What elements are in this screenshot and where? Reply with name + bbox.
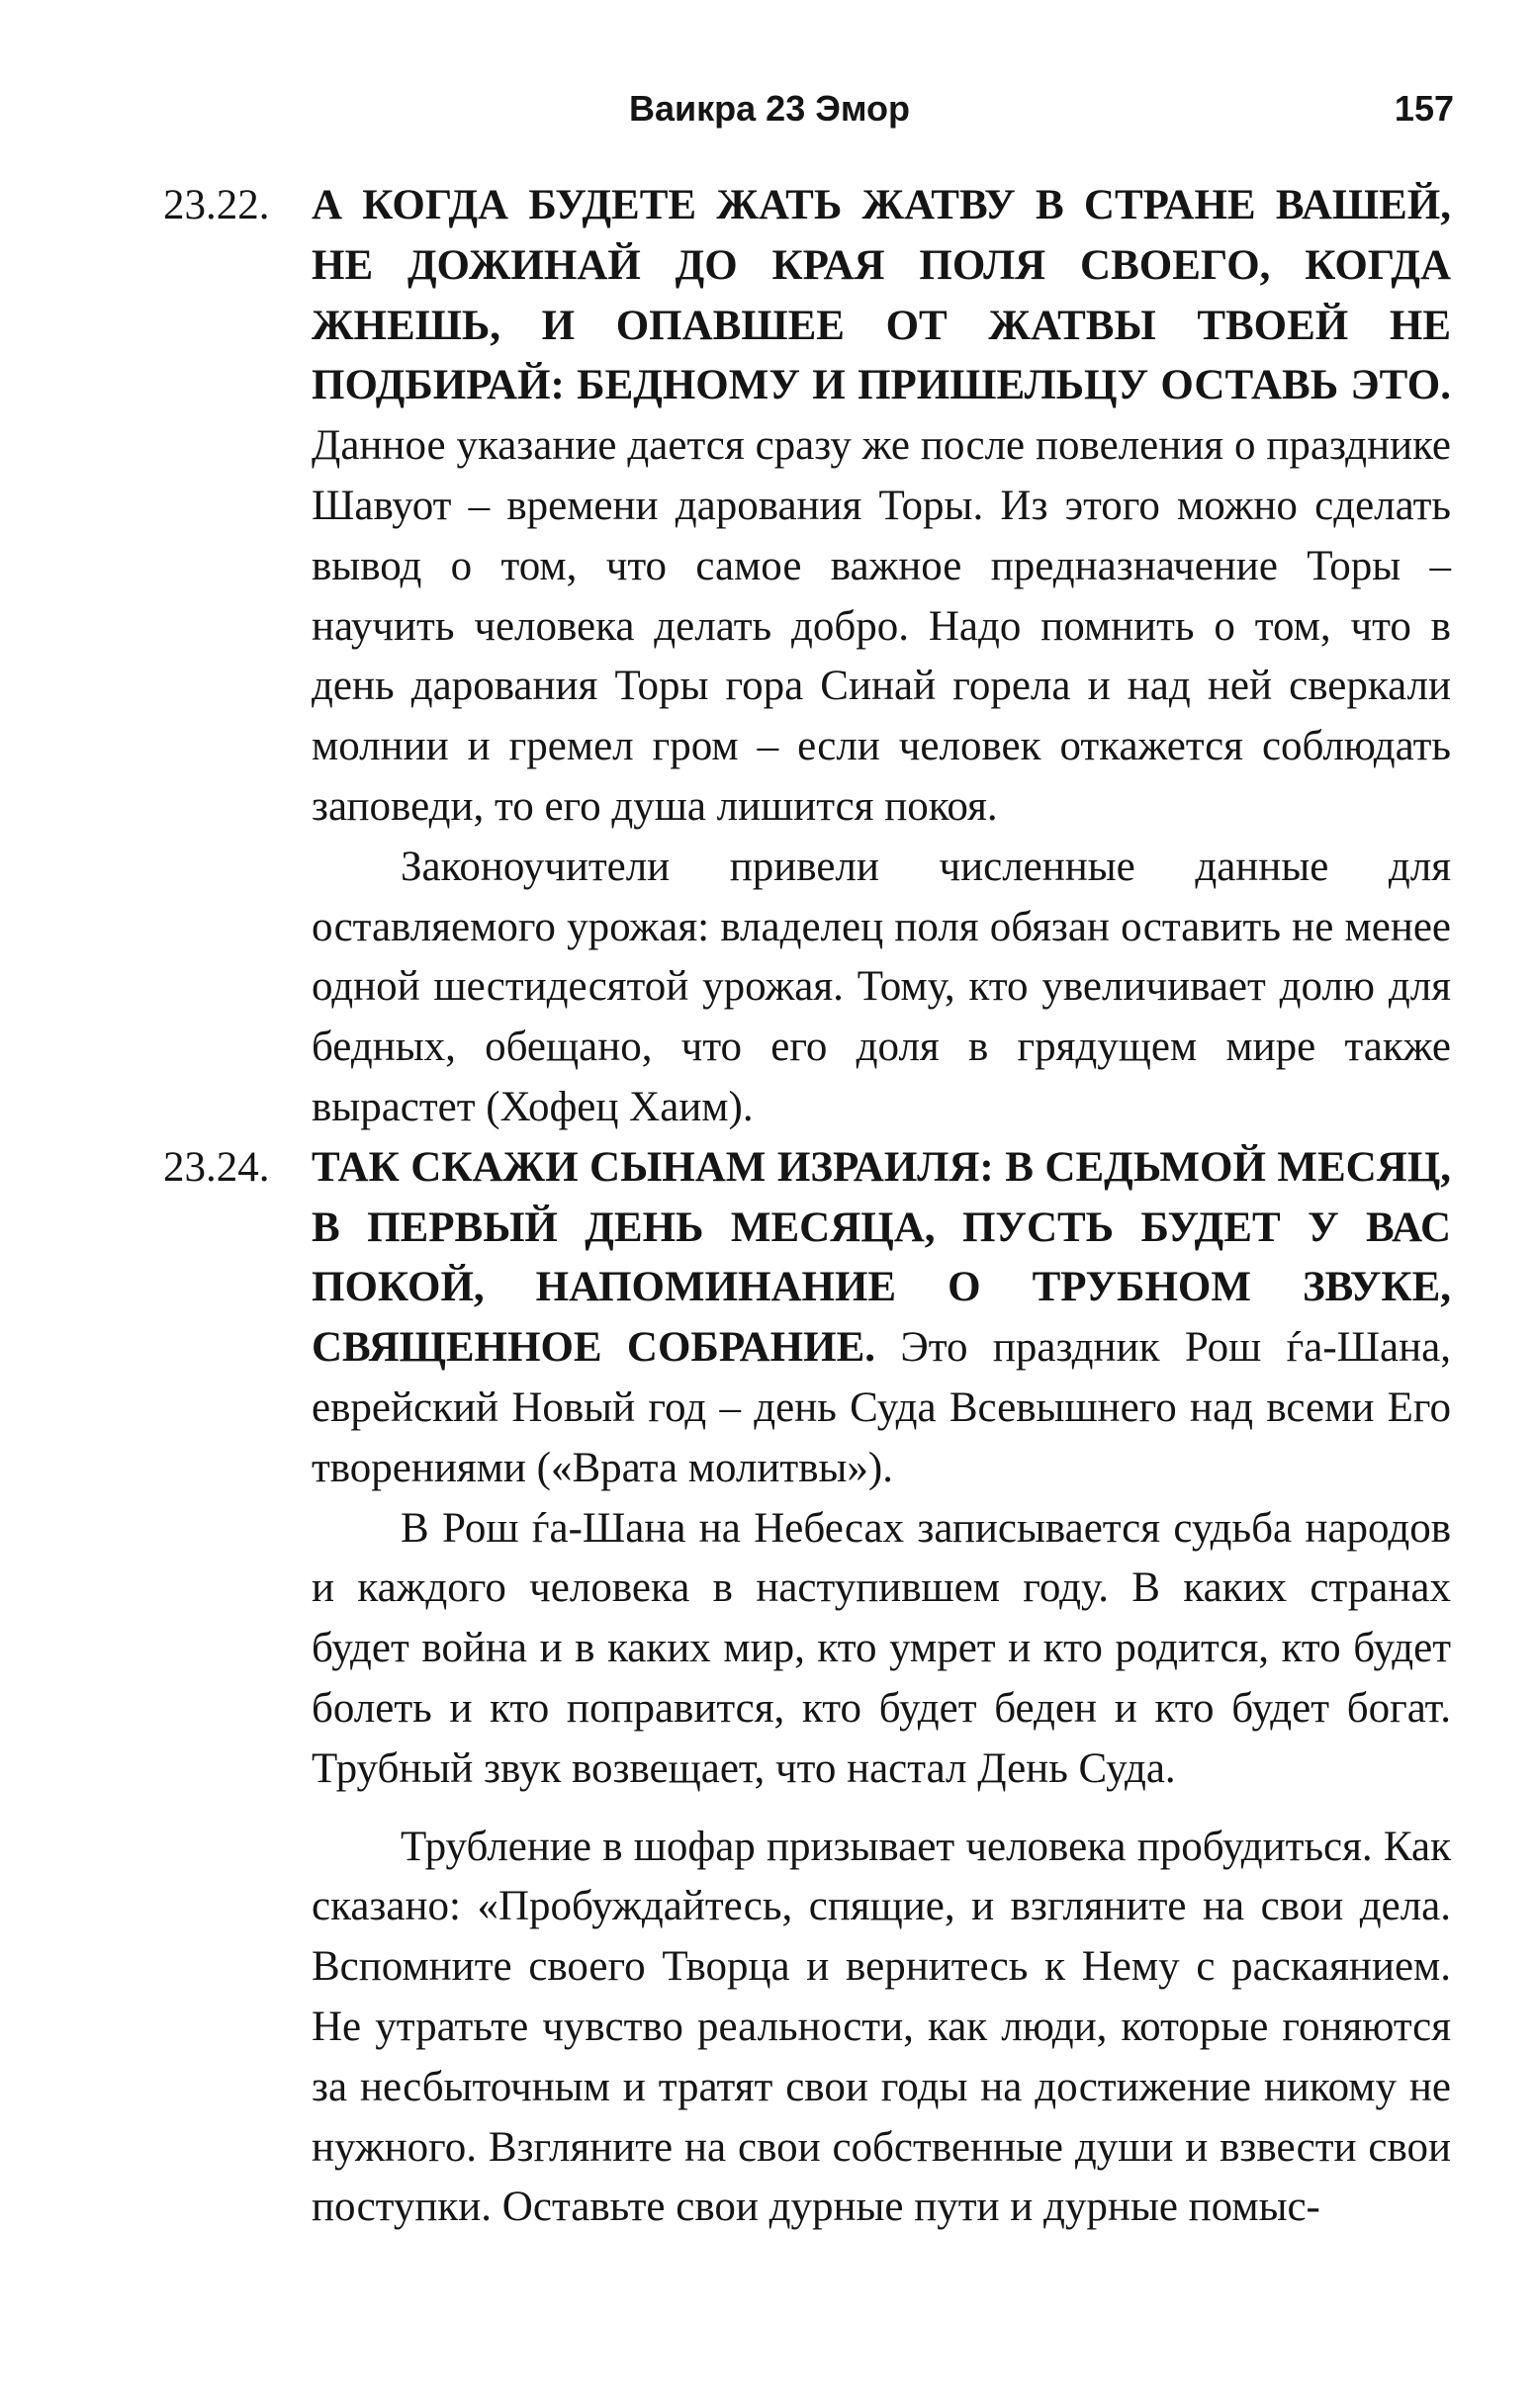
commentary-paragraph: В Рош ѓа-Шана на Небесах записывается судьба народов и каждого человека в наступившем году. В каких странах будет война и в каких мир, кто умрет и кто родится, кто будет болеть и кто поправится, кто будет беден и кто будет богат. Трубный звук возвещает, что настал День Суда. [312,1504,1451,1792]
commentary-text: Это праздник Рош ѓа-Шана, еврейский Новый год – день Суда Всевышнего над всеми Его творениями («Врата молитвы»). [312,1324,1451,1491]
commentary-entry [163,1138,1451,1499]
commentary-paragraph: Трубление в шофар призывает человека пробудиться. Как сказано: «Пробуждайтесь, спящие, и взгляните на свои дела. Вспомните своего Творца и вернитесь к Нему с раскаянием. Не утратьте чувство реальности, как люди, которые гоняются за несбыточным и тратят свои годы на достижение никому не нужного. Взгляните на свои собственные души и взвести свои поступки. Оставьте свои дурные пути и дурные помыс- [312,1823,1451,2231]
running-header [297,85,1454,133]
verse-number: 23.22. [163,182,270,228]
chapter-title: Ваикра 23 Эмор [629,88,910,129]
verse-number: 23.24. [163,1143,270,1191]
verse-quote: ТАК СКАЖИ СЫНАМ ИЗРАИЛЯ: В СЕДЬМОЙ МЕСЯЦ, В ПЕРВЫЙ ДЕНЬ МЕСЯЦА, ПУСТЬ БУДЕТ У ВАС ПОКОЙ, НАПОМИНАНИЕ О ТРУБНОМ ЗВУКЕ, СВЯЩЕННОЕ СОБРАНИЕ. [312,1143,1451,1372]
page-body [163,176,1451,2238]
commentary-text: Данное указание дается сразу же после повеления о празднике Шавуот – времени дарования Торы. Из этого можно сделать вывод о том, что самое важное предназначение Торы – научить человека делать добро. Надо помнить о том, что в день дарования Торы гора Синай горела и над ней сверкали молнии и гремел гром – если человек откажется соблюдать заповеди, то его душа лишится покоя. [312,422,1451,830]
page-number: 157 [1394,88,1454,129]
commentary-entry [163,176,1451,838]
verse-quote: А КОГДА БУДЕТЕ ЖАТЬ ЖАТВУ В СТРАНЕ ВАШЕЙ, НЕ ДОЖИНАЙ ДО КРАЯ ПОЛЯ СВОЕГО, КОГДА ЖНЕШЬ, И ОПАВШЕЕ ОТ ЖАТВЫ ТВОЕЙ НЕ ПОДБИРАЙ: БЕДНОМУ И ПРИШЕЛЬЦУ ОСТАВЬ ЭТО. [312,182,1451,409]
commentary-paragraph: Законоучители привели численные данные для оставляемого урожая: владелец поля обязан оставить не менее одной шестидесятой урожая. Тому, кто увеличивает долю для бедных, обещано, что его доля в грядущем мире также вырастет (Хофец Хаим). [312,843,1451,1130]
